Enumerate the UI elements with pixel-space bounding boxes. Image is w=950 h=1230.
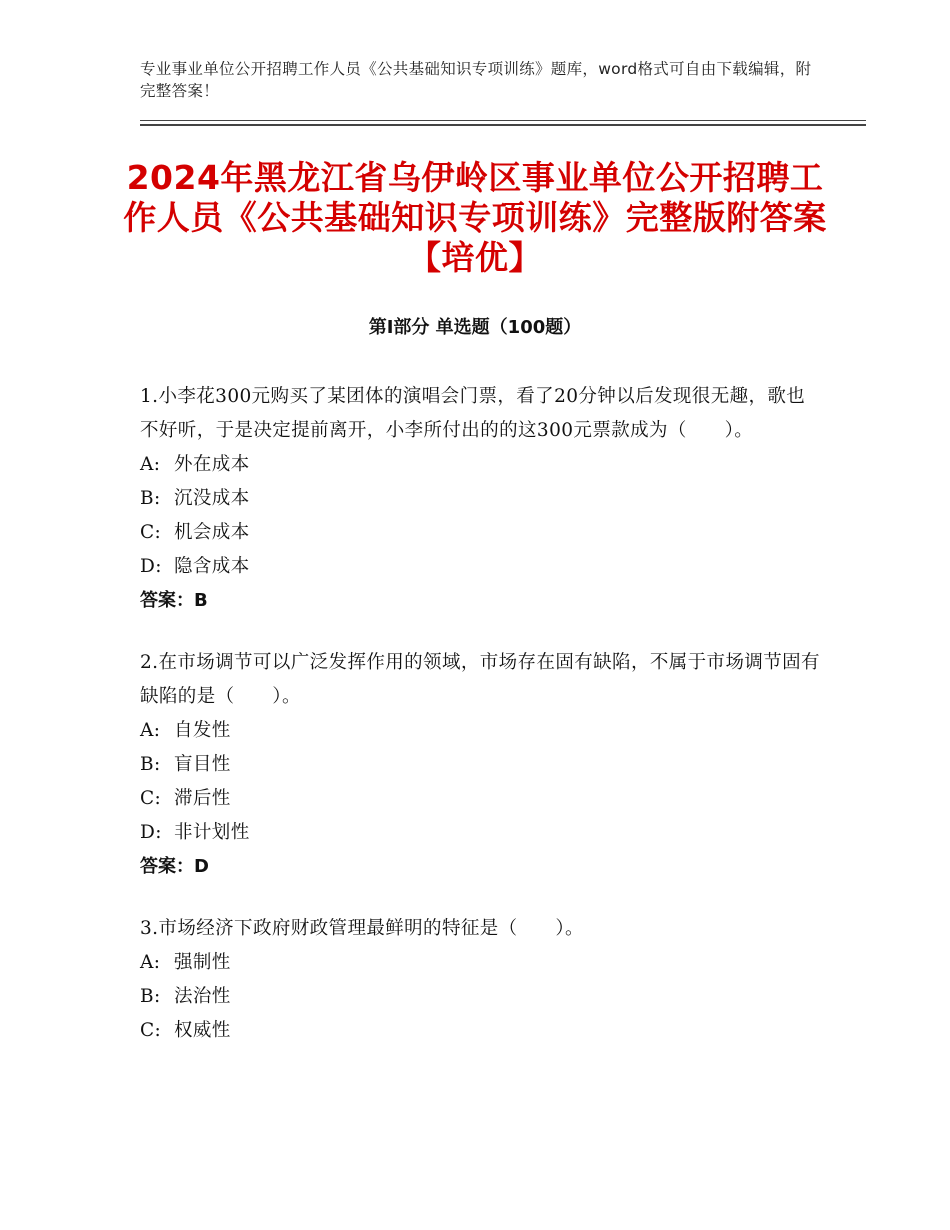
answer-line: 答案：B <box>140 590 208 611</box>
option-text: 机会成本 <box>174 522 250 543</box>
option-text: 盲目性 <box>174 754 231 775</box>
option-text: 权威性 <box>174 1020 231 1041</box>
option-d <box>140 816 820 850</box>
question-stem: 1.小李花300元购买了某团体的演唱会门票，看了20分钟以后发现很无趣，歌也不好听，于是决定提前离开，小李所付出的的这300元票款成为（ ）。 <box>140 386 806 441</box>
option-a <box>140 946 820 980</box>
header-divider-thin <box>140 120 866 121</box>
option-letter: D: <box>140 822 162 843</box>
option-text: 隐含成本 <box>174 556 250 577</box>
option-letter: A: <box>140 454 161 475</box>
option-d <box>140 550 820 584</box>
option-text: 非计划性 <box>174 822 250 843</box>
option-letter: C: <box>140 522 162 543</box>
option-letter: B: <box>140 488 161 509</box>
header-divider-thick <box>140 124 866 126</box>
answer-line: 答案：D <box>140 856 209 877</box>
header-note: 专业事业单位公开招聘工作人员《公共基础知识专项训练》题库，word格式可自由下载编辑，附完整答案！ <box>140 60 812 100</box>
option-letter: B: <box>140 986 161 1007</box>
option-letter: A: <box>140 952 161 973</box>
option-b <box>140 482 820 516</box>
question-2 <box>140 646 820 884</box>
question-3 <box>140 912 820 1048</box>
question-stem: 2.在市场调节可以广泛发挥作用的领域，市场存在固有缺陷，不属于市场调节固有缺陷的是（ ）。 <box>140 652 820 707</box>
option-letter: C: <box>140 1020 162 1041</box>
option-letter: D: <box>140 556 162 577</box>
document-title: 2024年黑龙江省乌伊岭区事业单位公开招聘工作人员《公共基础知识专项训练》完整版附答案【培优】 <box>123 158 827 277</box>
option-b <box>140 980 820 1014</box>
question-list <box>140 380 820 1076</box>
option-a <box>140 448 820 482</box>
option-text: 强制性 <box>174 952 231 973</box>
option-letter: B: <box>140 754 161 775</box>
section-title: 第Ⅰ部分 单选题（100题） <box>368 317 582 338</box>
option-text: 自发性 <box>174 720 231 741</box>
option-c <box>140 1014 820 1048</box>
option-b <box>140 748 820 782</box>
option-text: 外在成本 <box>174 454 250 475</box>
option-c <box>140 782 820 816</box>
question-1 <box>140 380 820 618</box>
option-a <box>140 714 820 748</box>
question-stem: 3.市场经济下政府财政管理最鲜明的特征是（ ）。 <box>140 918 584 939</box>
option-text: 法治性 <box>174 986 231 1007</box>
option-letter: C: <box>140 788 162 809</box>
option-text: 滞后性 <box>174 788 231 809</box>
option-text: 沉没成本 <box>174 488 250 509</box>
option-c <box>140 516 820 550</box>
option-letter: A: <box>140 720 161 741</box>
